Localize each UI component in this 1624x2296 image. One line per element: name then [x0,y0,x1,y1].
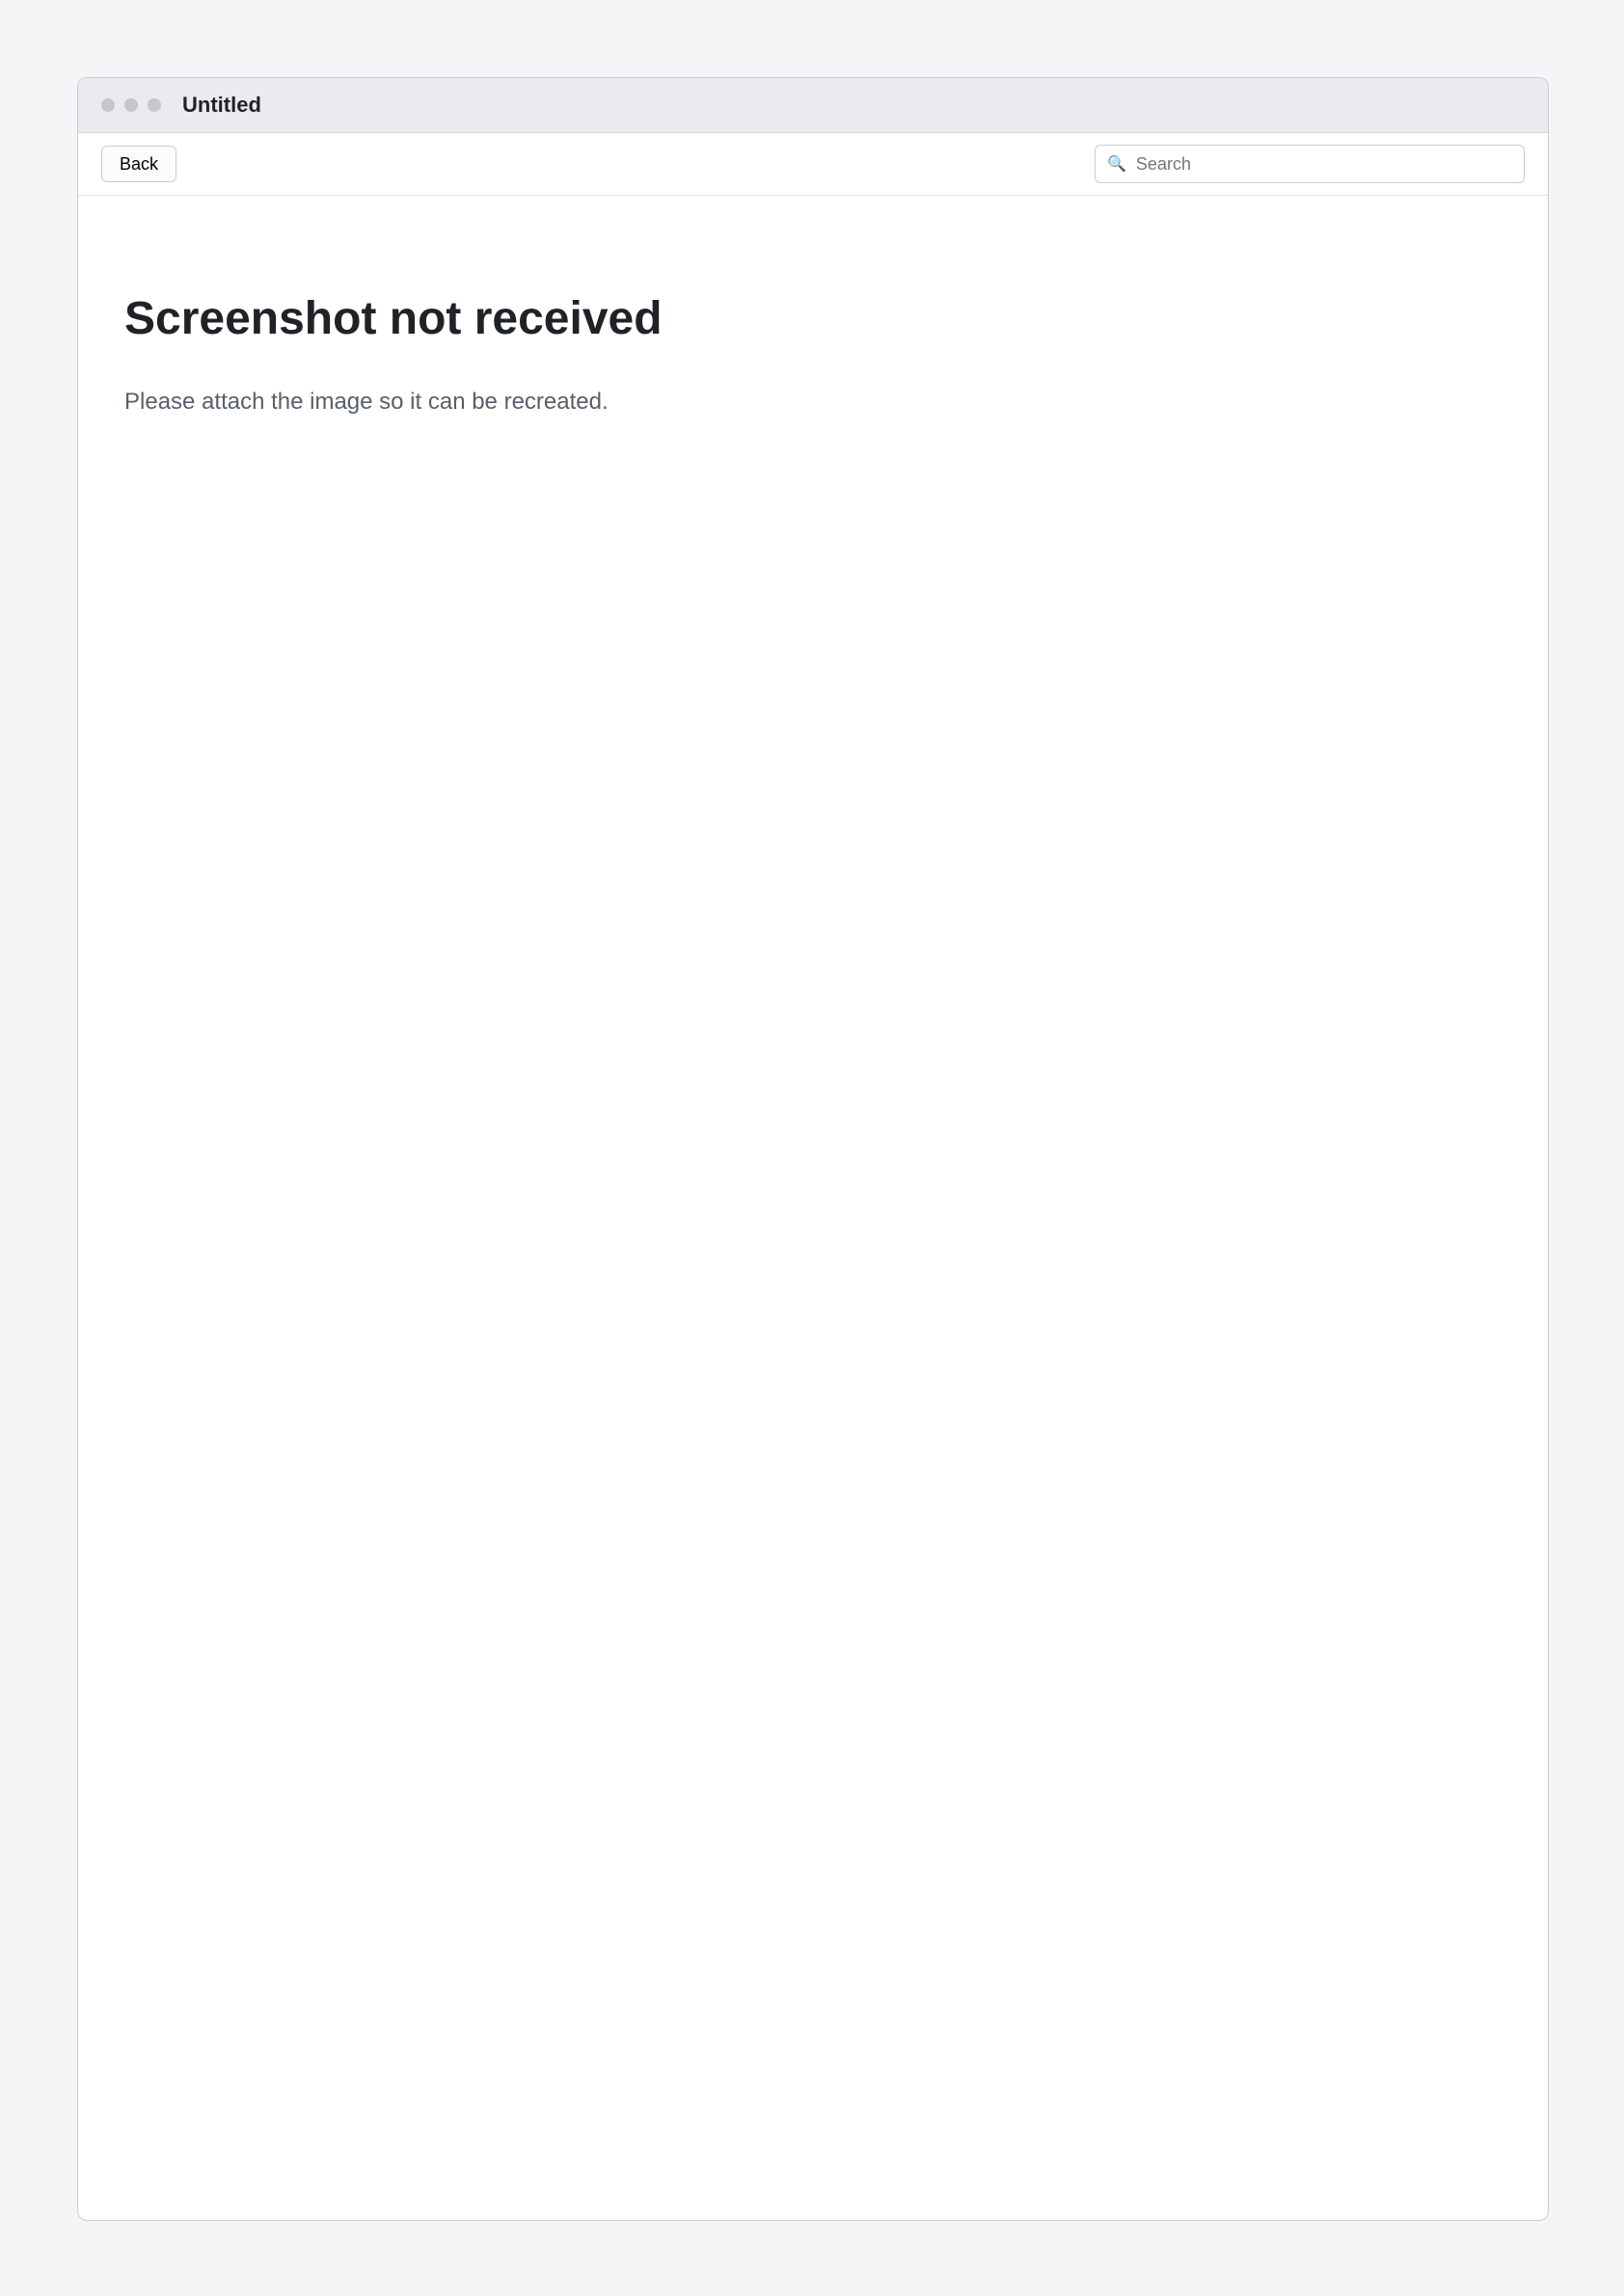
title-bar [78,78,1548,133]
window-title: Untitled [182,93,261,117]
search-input[interactable] [1134,153,1512,176]
search-box [1095,145,1525,183]
maximize-icon[interactable] [148,98,161,112]
back-button[interactable]: Back [101,146,176,182]
hint-text: Please attach the image so it can be recreated. [124,389,609,416]
minimize-icon[interactable] [124,98,138,112]
search-icon: 🔍 [1107,156,1126,173]
window-controls [101,98,161,112]
main-content [78,196,1548,500]
close-icon[interactable] [101,98,115,112]
toolbar [78,133,1548,196]
page-heading: Screenshot not received [124,293,663,345]
app-window [77,77,1549,2221]
